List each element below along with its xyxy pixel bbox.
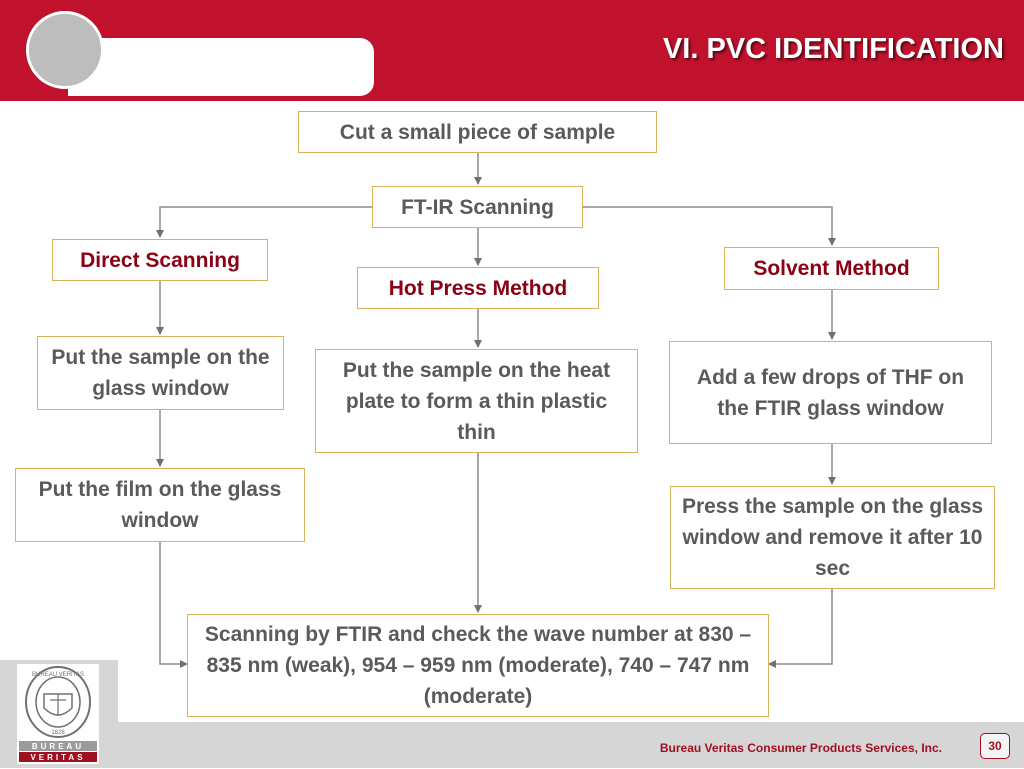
solvent-step-add-thf: Add a few drops of THF on the FTIR glass window bbox=[669, 341, 992, 444]
hotpress-step-heat-plate: Put the sample on the heat plate to form a thin plastic thin bbox=[315, 349, 638, 453]
method-hot-press: Hot Press Method bbox=[357, 267, 599, 309]
step-cut-sample: Cut a small piece of sample bbox=[298, 111, 657, 153]
step-ftir-scanning: FT-IR Scanning bbox=[372, 186, 583, 228]
footer-company: Bureau Veritas Consumer Products Services, Inc. bbox=[659, 741, 942, 755]
method-solvent: Solvent Method bbox=[724, 247, 939, 290]
bureau-veritas-logo bbox=[17, 664, 99, 764]
svg-text:VERITAS: VERITAS bbox=[30, 753, 86, 762]
svg-text:BUREAU: BUREAU bbox=[31, 742, 85, 751]
svg-text:1828: 1828 bbox=[51, 730, 65, 736]
direct-step-put-film: Put the film on the glass window bbox=[15, 468, 305, 542]
solvent-step-press-sample: Press the sample on the glass window and remove it after 10 sec bbox=[670, 486, 995, 589]
svg-text:BUREAU VERITAS: BUREAU VERITAS bbox=[32, 672, 84, 678]
bureau-veritas-seal-icon bbox=[17, 664, 99, 764]
slide-title: VI. PVC IDENTIFICATION bbox=[662, 33, 1004, 65]
direct-step-put-sample: Put the sample on the glass window bbox=[37, 336, 284, 410]
step-final-scanning: Scanning by FTIR and check the wave number at 830 – 835 nm (weak), 954 – 959 nm (moderate), 740 – 747 nm (moderate) bbox=[187, 614, 769, 717]
method-direct-scanning: Direct Scanning bbox=[52, 239, 268, 281]
arrow-ftir-to-solvent bbox=[583, 207, 832, 245]
arrow-direct-step2-to-final bbox=[160, 542, 187, 664]
arrow-ftir-to-direct bbox=[160, 207, 372, 237]
arrow-solvent-step2-to-final bbox=[769, 589, 832, 664]
page-number: 30 bbox=[980, 733, 1010, 759]
